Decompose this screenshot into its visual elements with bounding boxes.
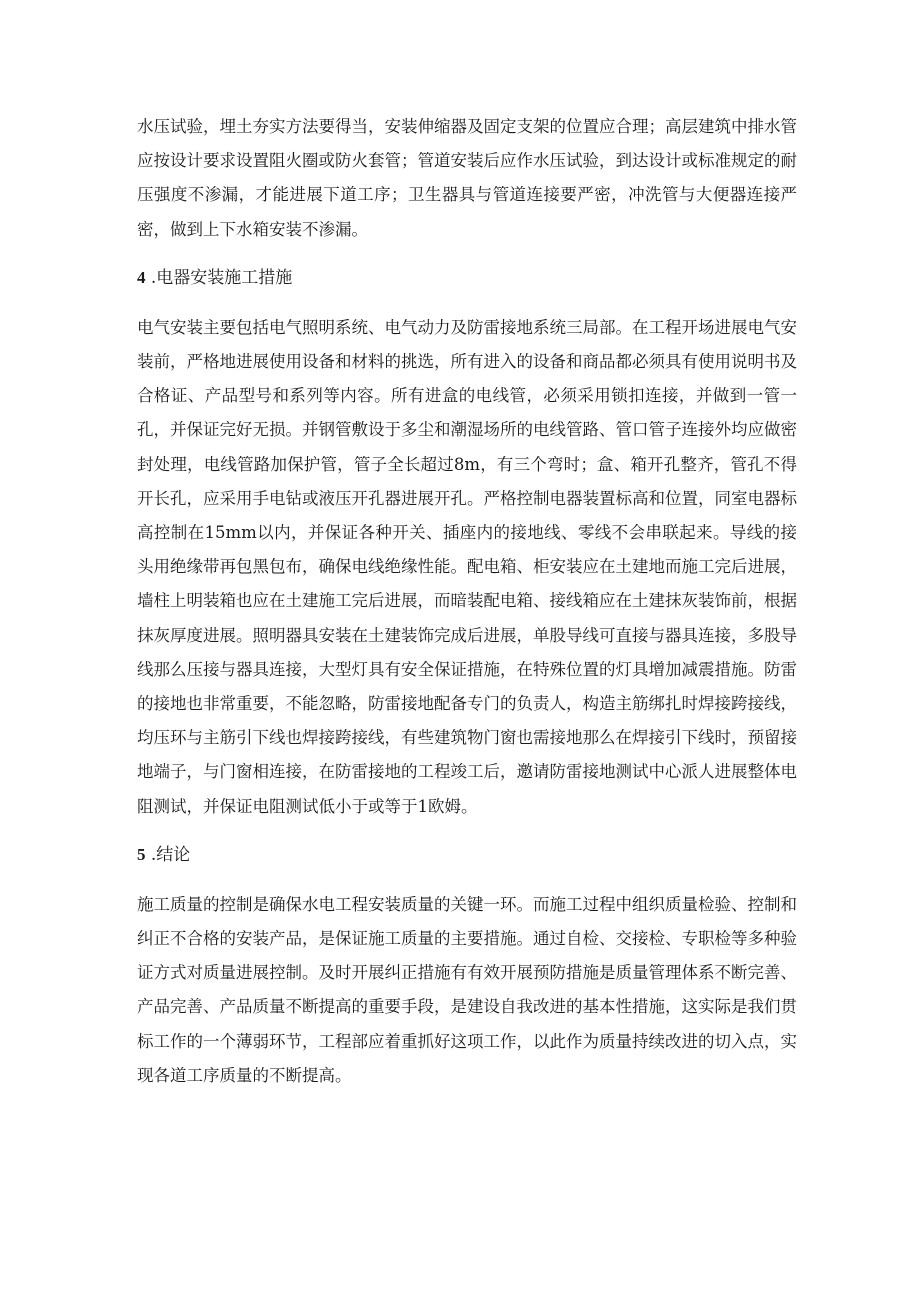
section-4-title: .电器安装施工措施 — [150, 267, 293, 288]
intro-paragraph: 水压试验，埋土夯实方法要得当，安装伸缩器及固定支架的位置应合理；高层建筑中排水管应按设计要求设置阻火圈或防火套管；管道安装后应作水压试验，到达设计或标准规定的耐压强度不渗漏，才能进展下道工序；卫生器具与管道连接要严密，冲洗管与大便器连接严密，做到上下水箱安装不渗漏。 — [137, 117, 797, 239]
section-5-number: 5 — [137, 844, 146, 864]
section-5-body: 施工质量的控制是确保水电工程安装质量的关键一环。而施工过程中组织质量检验、控制和纠正不合格的安装产品，是保证施工质量的主要措施。通过自检、交接检、专职检等多种验证方式对质量进展控制。及时开展纠正措施有有效开展预防措施是质量管理体系不断完善、产品完善、产品质量不断提高的重要手段，是建设自我改进的基本性措施，这实际是我们贯标工作的一个薄弱环节，工程部应着重抓好这项工作，以此作为质量持续改进的切入点，实现各道工序质量的不断提高。 — [137, 894, 797, 1085]
section-4-heading — [137, 261, 797, 295]
section-5-title: .结论 — [150, 844, 191, 865]
section-4-body: 电气安装主要包括电气照明系统、电气动力及防雷接地系统三局部。在工程开场进展电气安装前，严格地进展使用设备和材料的挑选，所有进入的设备和商品都必须具有使用说明书及合格证、产品型号和系列等内容。所有进盒的电线管，必须采用锁扣连接，并做到一管一孔，并保证完好无损。并钢管敷设于多尘和潮湿场所的电线管路、管口管子连接外均应做密封处理，电线管路加保护管，管子全长超过8m，有三个弯时；盒、箱开孔整齐，管孔不得开长孔，应采用手电钻或液压开孔器进展开孔。严格控制电器装置标高和位置，同室电器标高控制在15mm以内，并保证各种开关、插座内的接地线、零线不会串联起来。导线的接头用绝缘带再包黑包布，确保电线绝缘性能。配电箱、柜安装应在土建地而施工完后进展，墙柱上明装箱也应在土建施工完后进展，而暗装配电箱、接线箱应在土建抹灰装饰前，根据抹灰厚度进展。照明器具安装在土建装饰完成后进展，单股导线可直接与器具连接，多股导线那么压接与器具连接，大型灯具有安全保证措施，在特殊位置的灯具增加减震措施。防雷的接地也非常重要，不能忽略，防雷接地配备专门的负责人，构造主筋绑扎时焊接跨接线，均压环与主筋引下线也焊接跨接线，有些建筑物门窗也需接地那么在焊接引下线时，预留接地端子，与门窗相连接，在防雷接地的工程竣工后，邀请防雷接地测试中心派人进展整体电阻测试，并保证电阻测试低小于或等于1欧姆。 — [137, 317, 797, 816]
section-4-number: 4 — [137, 267, 146, 287]
section-5-heading — [137, 838, 797, 872]
document-content — [137, 110, 797, 1093]
